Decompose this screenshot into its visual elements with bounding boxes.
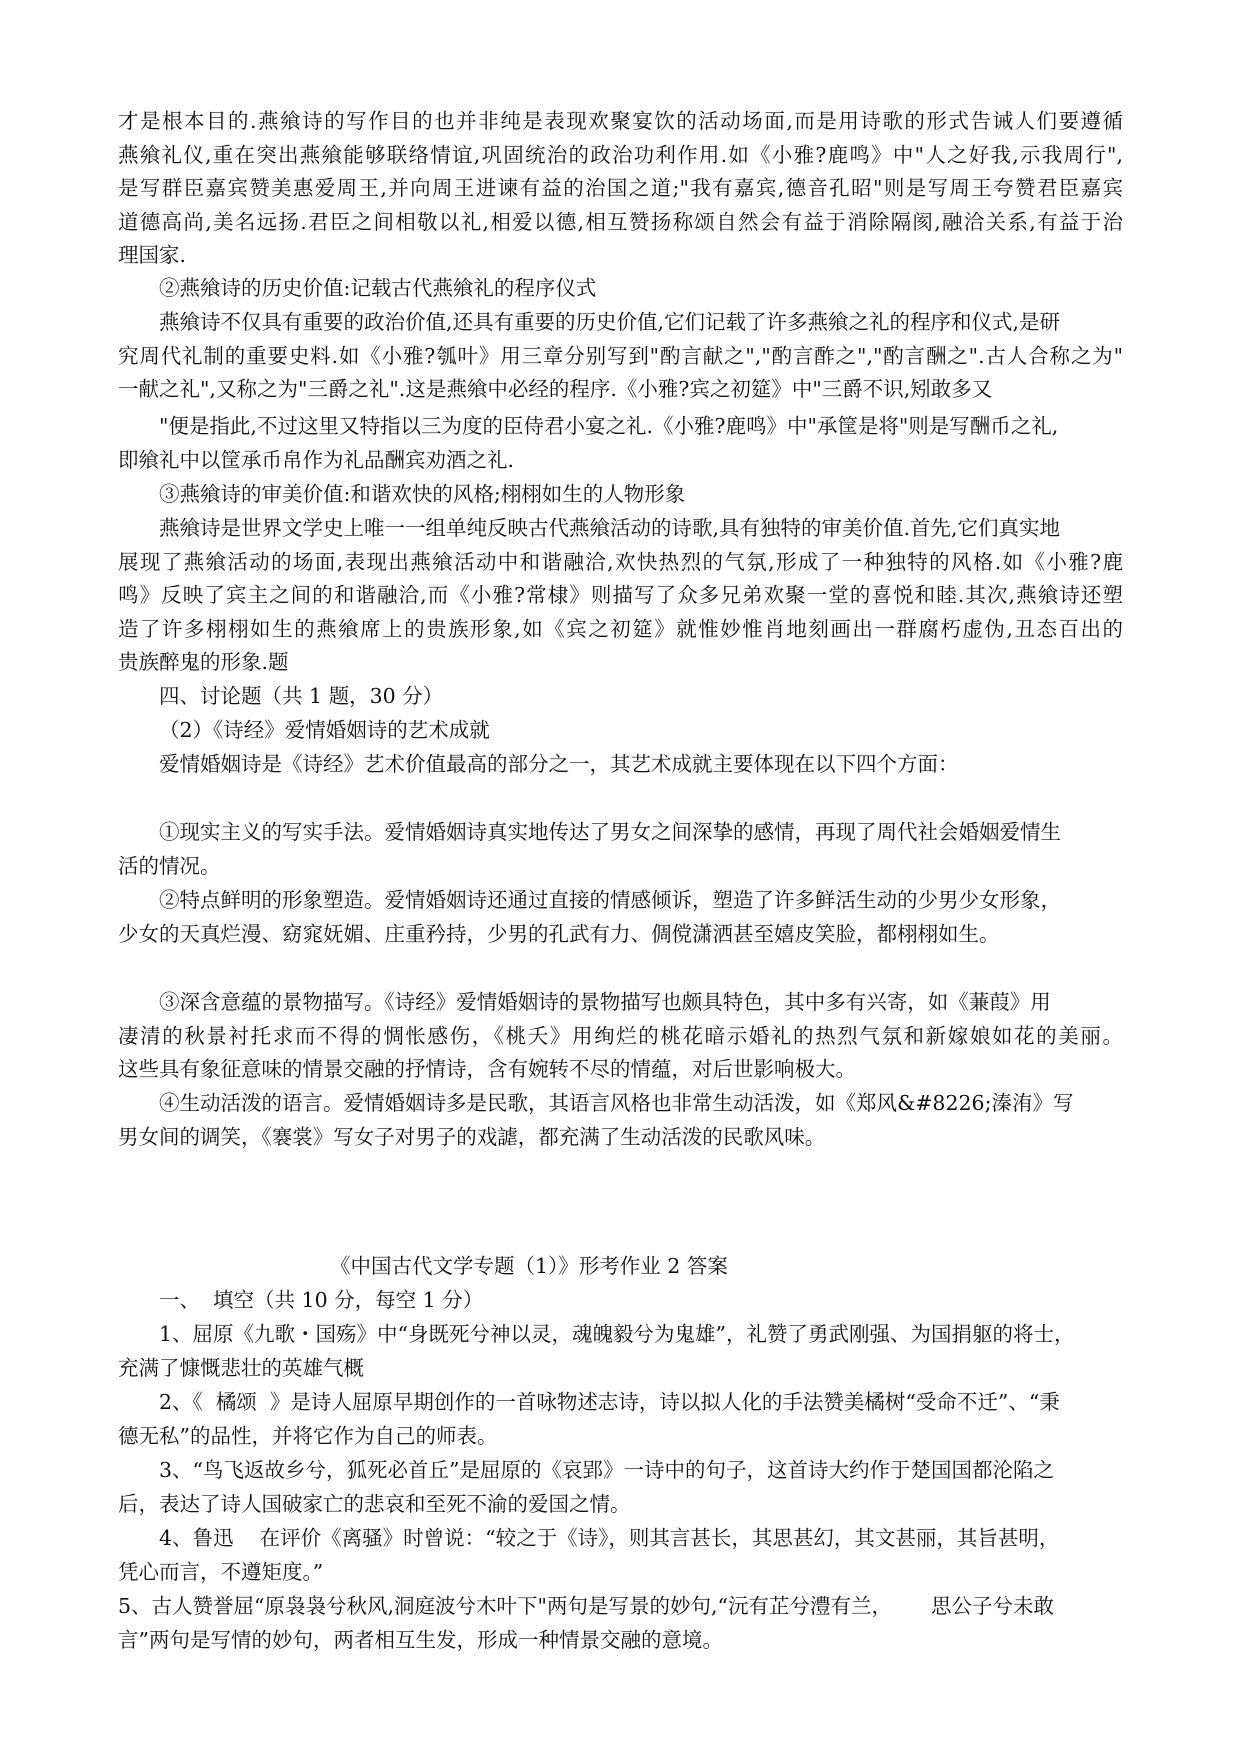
paragraph-aesthetic-value: [118, 512, 1123, 680]
text-line: ③深含意蕴的景物描写。《诗经》爱情婚姻诗的景物描写也颇具特色，其中多有兴寄，如《蒹葭》用: [159, 990, 1051, 1014]
text-line: 究周代礼制的重要史料.如《小雅?瓠叶》用三章分别写到"酌言献之","酌言酢之","酌言酬之".古人合称之为": [118, 343, 1123, 368]
text-line: 展现了燕飨活动的场面,表现出燕飨活动中和谐融洽,欢快热烈的气氛,形成了一种独特的风格.如《小雅?鹿: [118, 549, 1123, 574]
text-line: 凭心而言，不遵矩度。”: [118, 1559, 324, 1584]
text-line: 活的情况。: [118, 853, 221, 878]
text-line: 这些具有象征意味的情景交融的抒情诗，含有婉转不尽的情蕴，对后世影响极大。: [118, 1057, 856, 1081]
question-5: [118, 1590, 1123, 1657]
section-4-intro: [118, 748, 1123, 782]
text-line: 才是根本目的.燕飨诗的写作目的也并非纯是表现欢聚宴饮的活动场面,而是用诗歌的形式告诫人们要遵循: [118, 109, 1123, 133]
text-line: 后，表达了诗人国破家亡的悲哀和至死不渝的爱国之情。: [118, 1491, 631, 1516]
text-line: 凄清的秋景衬托求而不得的惆怅感伤，《桃夭》用绚烂的桃花暗示婚礼的热烈气氛和新嫁娘如花的美丽。: [118, 1023, 1123, 1048]
text-line: 燕飨诗不仅具有重要的政治价值,还具有重要的历史价值,它们记载了许多燕飨之礼的程序和仪式,是研: [159, 310, 1061, 334]
text-line: 贵族醉鬼的形象.题: [118, 650, 289, 674]
section-title-text: 四、讨论题（共 1 题，30 分）: [159, 684, 444, 708]
text-line: 5、古人赞誉屈“原袅袅兮秋风,洞庭波兮木叶下"两句是写景的妙句,“沅有芷兮澧有兰， 思公子兮未敢: [118, 1594, 1055, 1618]
section-4-subtitle: [118, 714, 1123, 748]
text-line: 言”两句是写情的妙句，两者相互生发，形成一种情景交融的意境。: [118, 1627, 723, 1652]
art-point-2: [118, 884, 1123, 951]
paragraph-historical-value: [118, 306, 1123, 407]
text-line: 男女间的调笑，《褰裳》写女子对男子的戏謔，都充满了生动活泼的民歌风味。: [118, 1124, 826, 1149]
question-3: [118, 1454, 1123, 1521]
heading-historical-value: [118, 272, 1123, 306]
answer-title: 《中国古代文学专题（1）》形考作业 2 答案: [330, 1254, 728, 1278]
heading-text: ②燕飨诗的历史价值:记载古代燕飨礼的程序仪式: [159, 276, 597, 300]
art-point-4: [118, 1087, 1123, 1154]
text-line: 少女的天真烂漫、窈窕妩媚、庄重矜持，少男的孔武有力、倜傥潇洒甚至嬉皮笑脸，都栩栩如生。: [118, 921, 1000, 946]
fill-title-text: 一、 填空（共 10 分，每空 1 分）: [159, 1288, 484, 1312]
question-2: [118, 1386, 1123, 1453]
text-line: "便是指此,不过这里又特指以三为度的臣侍君小宴之礼.《小雅?鹿鸣》中"承筐是将"则是写酬币之礼,: [159, 414, 1059, 438]
text-line: 一献之礼",又称之为"三爵之礼".这是燕飨中必经的程序.《小雅?宾之初筵》中"三爵不识,矧敢多又: [118, 377, 993, 401]
text-line: 燕飨诗是世界文学史上唯一一组单纯反映古代燕飨活动的诗歌,具有独特的审美价值.首先,它们真实地: [159, 516, 1061, 540]
heading-text: ③燕飨诗的审美价值:和谐欢快的风格;栩栩如生的人物形象: [159, 482, 686, 506]
subtitle-text: （2）《诗经》爱情婚姻诗的艺术成就: [159, 718, 490, 742]
text-line: 道德高尚,美名远扬.君臣之间相敬以礼,相爱以德,相互赞扬称颂自然会有益于消除隔阂,融洽关系,有益于治: [118, 209, 1123, 234]
section-4-title: [118, 680, 1123, 714]
heading-aesthetic-value: [118, 478, 1123, 512]
text-line: 是写群臣嘉宾赞美惠爱周王,并向周王进谏有益的治国之道;"我有嘉宾,德音孔昭"则是写周王夸赞君臣嘉宾: [118, 176, 1123, 200]
text-line: 燕飨礼仪,重在突出燕飨能够联络情谊,巩固统治的政治功利作用.如《小雅?鹿鸣》中"人之好我,示我周行",: [118, 142, 1123, 167]
paragraph-feast-poetry-purpose: [118, 105, 1123, 273]
text-line: 造了许多栩栩如生的燕飨席上的贵族形象,如《宾之初筵》就惟妙惟肖地刻画出一群腐朽虚伪,丑态百出的: [118, 616, 1123, 641]
text-line: 鸣》反映了宾主之间的和谐融洽,而《小雅?常棣》则描写了众多兄弟欢聚一堂的喜悦和睦.其次,燕飨诗还塑: [118, 583, 1123, 607]
text-line: ④生动活泼的语言。爱情婚姻诗多是民歌，其语言风格也非常生动活泼，如《郑风&#8226;溱洧》写: [159, 1091, 1074, 1115]
text-line: 1、屈原《九歌・国殇》中“身既死兮神以灵，魂魄毅兮为鬼雄”，礼赞了勇武刚强、为国捐躯的将士，: [159, 1322, 1075, 1346]
text-line: 即飨礼中以筐承币帛作为礼品酬宾劝酒之礼.: [118, 447, 515, 472]
text-line: 2、《 橘颂 》是诗人屈原早期创作的一首咏物述志诗，诗以拟人化的手法赞美橘树“受命不迁”、“秉: [159, 1390, 1060, 1414]
text-line: ②特点鲜明的形象塑造。爱情婚姻诗还通过直接的情感倾诉，塑造了许多鲜活生动的少男少女形象，: [159, 888, 1061, 912]
text-line: 理国家.: [118, 243, 187, 267]
text-line: ①现实主义的写实手法。爱情婚姻诗真实地传达了男女之间深挚的感情，再现了周代社会婚姻爱情生: [159, 820, 1061, 844]
art-point-1: [118, 816, 1123, 883]
text-line: 充满了慷慨悲壮的英雄气概: [118, 1355, 364, 1380]
paragraph-ritual-detail: [118, 410, 1123, 477]
question-4: [118, 1522, 1123, 1589]
intro-text: 爱情婚姻诗是《诗经》艺术价值最高的部分之一，其艺术成就主要体现在以下四个方面：: [159, 752, 959, 776]
text-line: 3、“鸟飞返故乡兮，狐死必首丘”是屈原的《哀郢》一诗中的句子，这首诗大约作于楚国国都沦陷之: [159, 1458, 1055, 1482]
text-line: 德无私”的品性，并将它作为自己的师表。: [118, 1423, 498, 1448]
art-point-3: [118, 986, 1123, 1087]
fill-in-title: [118, 1284, 1123, 1318]
question-1: [118, 1318, 1123, 1385]
text-line: 4、鲁迅 在评价《离骚》时曾说：“较之于《诗》，则其言甚长，其思甚幻，其文甚丽，其旨甚明，: [159, 1526, 1060, 1550]
